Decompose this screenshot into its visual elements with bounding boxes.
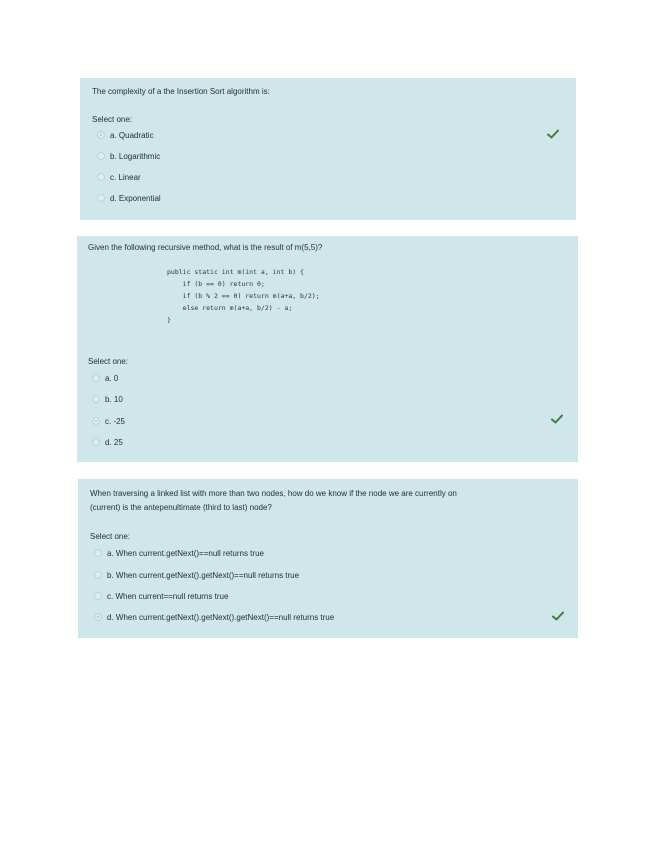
question-text: Given the following recursive method, what is the result of m(5,5)? — [88, 243, 323, 252]
option-label: b. 10 — [105, 394, 123, 404]
option-label: b. Logarithmic — [110, 151, 161, 161]
option-label: d. Exponential — [110, 193, 161, 203]
option-d[interactable] — [92, 435, 123, 449]
option-label: d. When current.getNext().getNext().getNext()==null returns true — [107, 612, 335, 622]
question-text-line-1: When traversing a linked list with more than two nodes, how do we know if the node we are currently on — [90, 489, 457, 498]
check-icon — [547, 129, 559, 139]
check-icon — [552, 611, 564, 621]
option-label: a. When current.getNext()==null returns true — [107, 548, 264, 558]
question-text-line-2: (current) is the antepenultimate (third to last) node? — [90, 503, 272, 512]
option-c[interactable] — [94, 589, 228, 603]
option-b[interactable] — [92, 392, 123, 406]
radio-button[interactable] — [94, 549, 102, 557]
code-line: } — [167, 316, 171, 324]
code-line: public static int m(int a, int b) { — [167, 268, 304, 276]
option-a[interactable] — [97, 128, 154, 142]
radio-button[interactable] — [92, 395, 100, 403]
radio-button[interactable] — [97, 152, 105, 160]
question-text: The complexity of a the Insertion Sort algorithm is: — [92, 87, 270, 96]
question-card-3 — [78, 479, 578, 638]
option-label: a. 0 — [105, 373, 119, 383]
radio-button[interactable] — [92, 374, 100, 382]
option-a[interactable] — [94, 546, 264, 560]
radio-button[interactable] — [94, 592, 102, 600]
check-icon — [551, 414, 563, 424]
radio-button-selected[interactable] — [92, 417, 100, 425]
option-c[interactable] — [97, 170, 141, 184]
option-b[interactable] — [94, 568, 299, 582]
code-line: if (b == 0) return 0; — [167, 280, 265, 288]
question-card-1 — [80, 78, 576, 220]
select-one-label: Select one: — [88, 357, 129, 366]
code-line: if (b % 2 == 0) return m(a+a, b/2); — [167, 292, 320, 300]
option-a[interactable] — [92, 371, 118, 385]
question-card-2 — [77, 236, 578, 462]
radio-button[interactable] — [97, 173, 105, 181]
option-label: c. When current==null returns true — [107, 591, 229, 601]
select-one-label: Select one: — [90, 532, 131, 541]
radio-button-selected[interactable] — [94, 613, 102, 621]
code-line: else return m(a+a, b/2) - a; — [167, 304, 293, 312]
radio-button[interactable] — [97, 194, 105, 202]
code-block — [167, 266, 320, 326]
option-c[interactable] — [92, 414, 125, 428]
option-b[interactable] — [97, 149, 160, 163]
option-label: c. Linear — [110, 172, 141, 182]
radio-button[interactable] — [92, 438, 100, 446]
option-d[interactable] — [97, 191, 161, 205]
option-label: a. Quadratic — [110, 130, 154, 140]
select-one-label: Select one: — [92, 115, 133, 124]
option-d[interactable] — [94, 610, 334, 624]
option-label: d. 25 — [105, 437, 123, 447]
option-label: c. -25 — [105, 416, 126, 426]
radio-button[interactable] — [94, 571, 102, 579]
radio-button-selected[interactable] — [97, 131, 105, 139]
option-label: b. When current.getNext().getNext()==null returns true — [107, 570, 300, 580]
